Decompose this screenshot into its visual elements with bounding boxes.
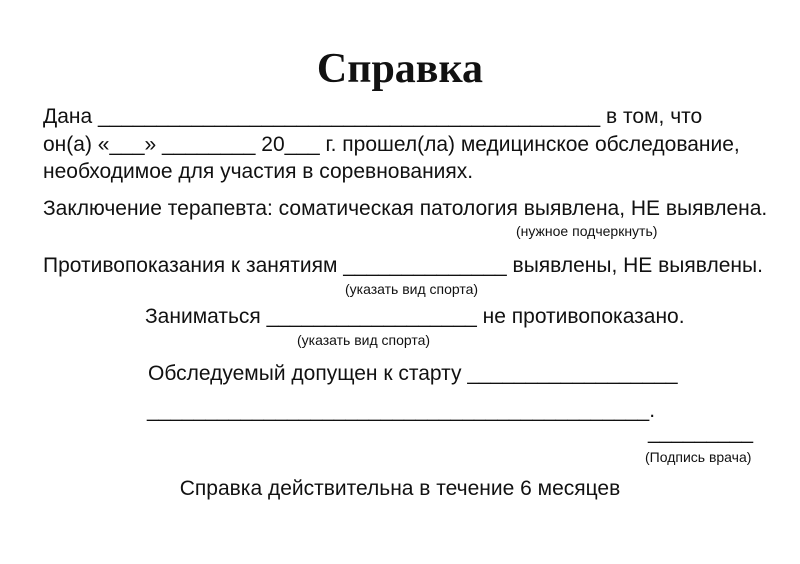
therapist-conclusion-line: Заключение терапевта: соматическая патология выявлена, НЕ выявлена. <box>43 197 768 220</box>
contraindications-line: Противопоказания к занятиям ______________ выявлены, НЕ выявлены. <box>43 254 763 277</box>
doctor-signature-caption: (Подпись врача) <box>645 449 752 465</box>
activity-permission-line: Заниматься __________________ не противопоказано. <box>145 305 685 328</box>
form-title: Справка <box>316 46 484 92</box>
sport-type-note-1: (указать вид спорта) <box>345 281 479 297</box>
underline-instruction-note: (нужное подчеркнуть) <box>516 223 658 239</box>
purpose-line: необходимое для участия в соревнованиях. <box>43 160 474 183</box>
validity-note: Справка действительна в течение 6 месяцев <box>179 477 621 500</box>
recipient-line: Дана ___________________________________________ в том, что <box>43 105 703 128</box>
doctor-signature-blank: _________ <box>648 421 754 444</box>
admission-line: Обследуемый допущен к старту __________________ <box>148 362 678 385</box>
admission-continuation-line: ___________________________________________. <box>147 399 656 422</box>
sport-type-note-2: (указать вид спорта) <box>297 332 431 348</box>
examination-date-line: он(а) «___» ________ 20___ г. прошел(ла) медицинское обследование, <box>43 133 740 156</box>
